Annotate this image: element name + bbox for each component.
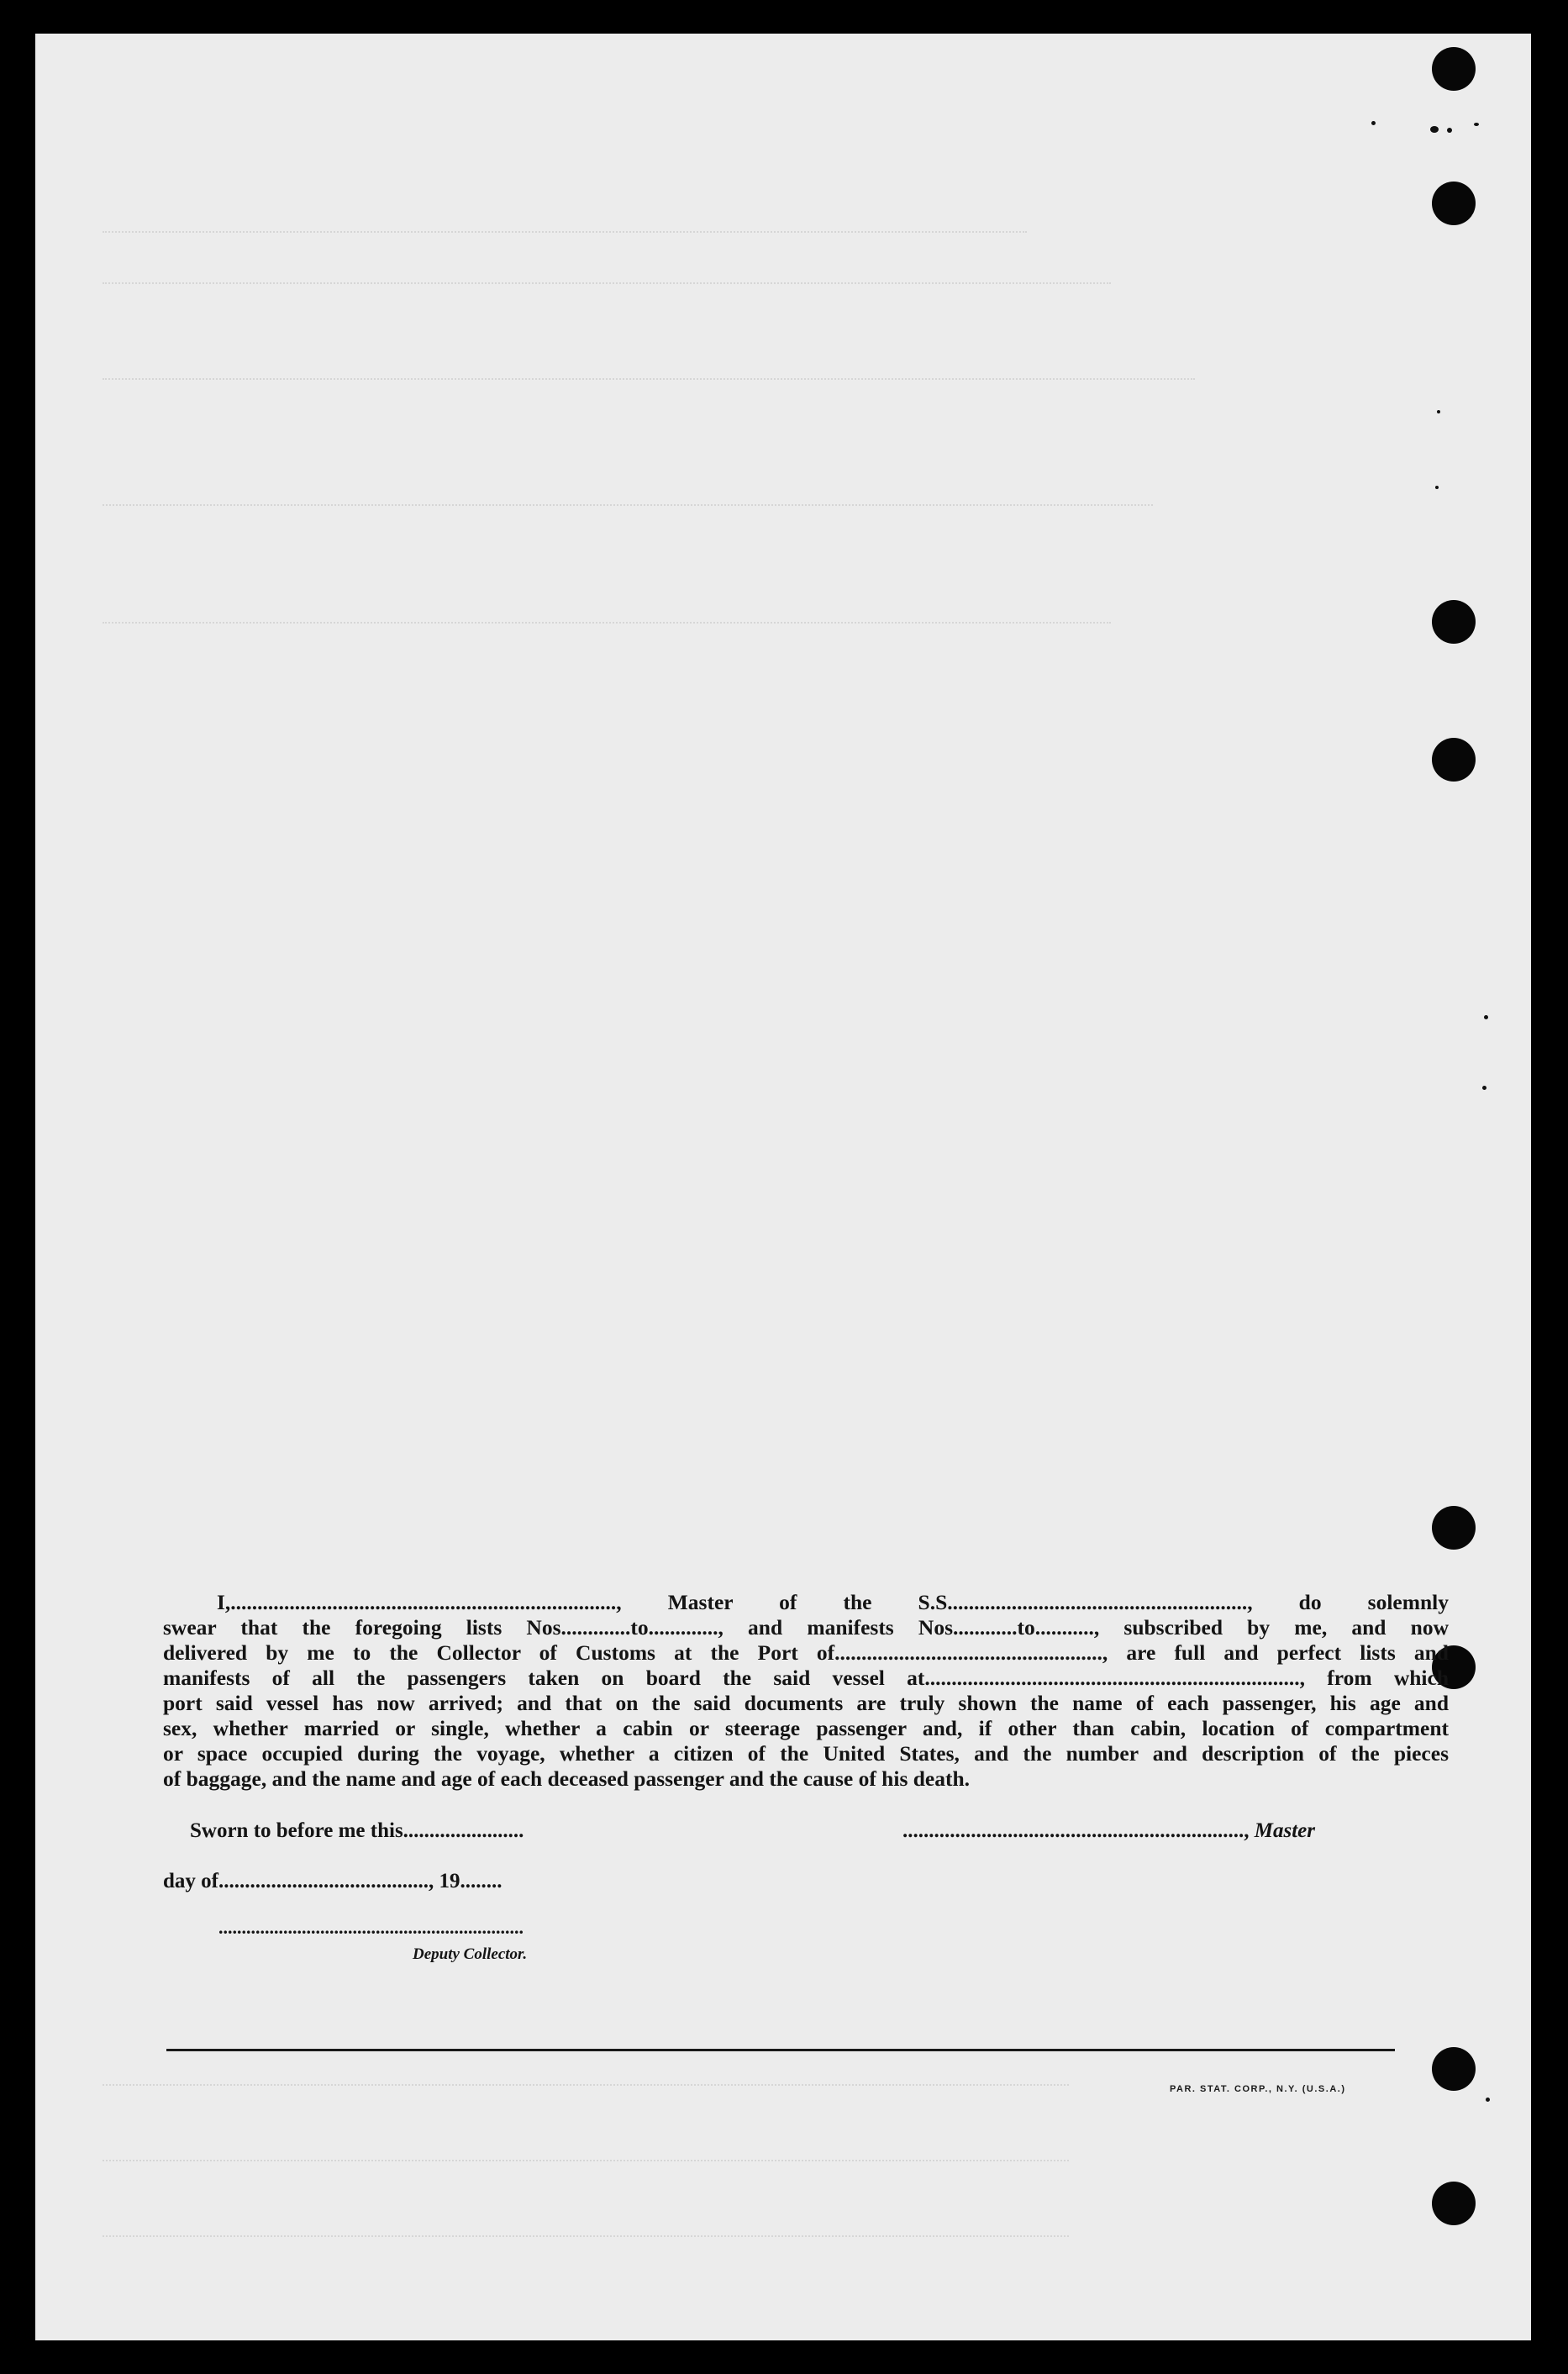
master-label: Master (1254, 1819, 1315, 1842)
speck (1371, 121, 1376, 125)
punch-hole (1432, 2047, 1476, 2091)
speck (1482, 1086, 1486, 1090)
oath-text: I,........................................................................, Master of the S.S........................................................, do solemnly (217, 1590, 1449, 1614)
deputy-collector-label: Deputy Collector. (413, 1945, 528, 1963)
oath-line-6: sex, whether married or single, whether a cabin or steerage passenger and, if other than cabin, location of compartment (163, 1716, 1449, 1740)
oath-line-8: of baggage, and the name and age of each deceased passenger and the cause of his death. (163, 1766, 971, 1791)
ghost-line (103, 282, 1111, 284)
sworn-text: Sworn to before me this....................... (190, 1819, 524, 1842)
ghost-line (103, 231, 1027, 233)
oath-line-3: delivered by me to the Collector of Customs at the Port of.................................................., are full and perfect lists and (163, 1640, 1449, 1665)
deputy-signature-dots: .................................................................. (218, 1917, 524, 1938)
punch-hole (1432, 47, 1476, 91)
speck (1430, 126, 1439, 133)
punch-hole (1432, 738, 1476, 782)
oath-line-2: swear that the foregoing lists Nos.............to............., and manifests Nos............to..........., subscribed by me, and now (163, 1615, 1449, 1640)
punch-hole (1432, 182, 1476, 225)
master-oath-paragraph (163, 1590, 1449, 1792)
deputy-signature-line (218, 1917, 524, 1939)
oath-line-7: or space occupied during the voyage, whether a citizen of the United States, and the number and description of the pieces (163, 1741, 1449, 1766)
speck (1435, 486, 1439, 489)
speck (1486, 2098, 1490, 2102)
speck (1447, 128, 1452, 133)
day-text: day of........................................, 19........ (163, 1870, 502, 1892)
oath-line-4: manifests of all the passengers taken on board the said vessel at......................................................................, from which (163, 1666, 1449, 1690)
speck (1437, 410, 1440, 413)
ghost-line (103, 622, 1111, 624)
document-page (35, 34, 1531, 2340)
punch-hole (1432, 2182, 1476, 2225)
master-signature-line (902, 1819, 1315, 1843)
footer-rule (166, 2049, 1395, 2051)
oath-line-5: port said vessel has now arrived; and that on the said documents are truly shown the name of each passenger, his age and (163, 1691, 1449, 1715)
ghost-line (103, 378, 1195, 380)
speck (1484, 1015, 1488, 1019)
ghost-line (103, 2160, 1069, 2161)
printer-imprint: PAR. STAT. CORP., N.Y. (U.S.A.) (1170, 2084, 1346, 2094)
punch-hole (1432, 600, 1476, 644)
master-signature-dots: ................................................................., (902, 1819, 1250, 1842)
ghost-line (103, 504, 1153, 506)
oath-line-1 (163, 1590, 1449, 1615)
sworn-line (190, 1819, 524, 1843)
day-line (163, 1870, 502, 1893)
punch-hole (1432, 1506, 1476, 1550)
ghost-line (103, 2235, 1069, 2237)
ghost-line (103, 2084, 1069, 2086)
speck (1474, 123, 1479, 126)
